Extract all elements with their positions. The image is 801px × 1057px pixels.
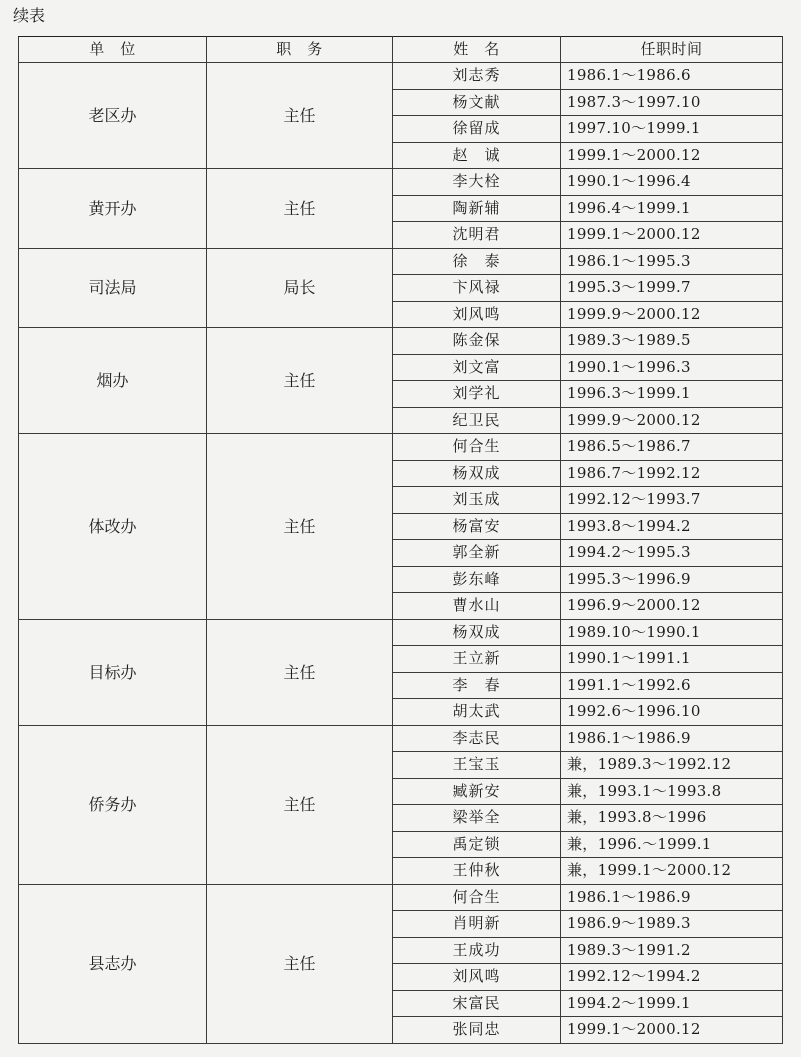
name-cell: 何合生 [393, 884, 561, 911]
name-cell: 曹水山 [393, 593, 561, 620]
unit-cell: 老区办 [19, 63, 207, 169]
term-cell: 兼，1999.1～2000.12 [561, 858, 783, 885]
name-cell: 徐留成 [393, 116, 561, 143]
term-cell: 1986.1～1995.3 [561, 248, 783, 275]
term-cell: 1986.1～1986.9 [561, 725, 783, 752]
term-cell: 1999.1～2000.12 [561, 222, 783, 249]
table-row [19, 434, 783, 461]
term-cell: 1999.1～2000.12 [561, 142, 783, 169]
term-cell: 1986.1～1986.6 [561, 63, 783, 90]
term-cell: 1992.12～1993.7 [561, 487, 783, 514]
term-cell: 1994.2～1995.3 [561, 540, 783, 567]
table-row [19, 328, 783, 355]
term-cell: 1989.3～1989.5 [561, 328, 783, 355]
term-cell: 1996.9～2000.12 [561, 593, 783, 620]
term-cell: 1989.3～1991.2 [561, 937, 783, 964]
unit-cell: 司法局 [19, 248, 207, 328]
post-cell: 主任 [207, 884, 393, 1043]
term-cell: 1992.12～1994.2 [561, 964, 783, 991]
term-cell: 1995.3～1996.9 [561, 566, 783, 593]
name-cell: 王仲秋 [393, 858, 561, 885]
name-cell: 杨双成 [393, 619, 561, 646]
post-cell: 主任 [207, 169, 393, 249]
name-cell: 刘志秀 [393, 63, 561, 90]
name-cell: 王成功 [393, 937, 561, 964]
table-row [19, 248, 783, 275]
unit-cell: 侨务办 [19, 725, 207, 884]
name-cell: 卞风禄 [393, 275, 561, 302]
term-cell: 1986.7～1992.12 [561, 460, 783, 487]
header-row [19, 37, 783, 63]
unit-cell: 体改办 [19, 434, 207, 620]
term-cell: 兼，1993.1～1993.8 [561, 778, 783, 805]
name-cell: 何合生 [393, 434, 561, 461]
post-cell: 主任 [207, 725, 393, 884]
term-cell: 1986.9～1989.3 [561, 911, 783, 938]
officials-table [18, 36, 783, 1044]
term-cell: 兼，1989.3～1992.12 [561, 752, 783, 779]
table-caption: 续表 [13, 6, 46, 25]
header-term: 任职时间 [561, 37, 783, 63]
term-cell: 兼，1993.8～1996 [561, 805, 783, 832]
name-cell: 沈明君 [393, 222, 561, 249]
term-cell: 兼，1996.～1999.1 [561, 831, 783, 858]
name-cell: 杨双成 [393, 460, 561, 487]
name-cell: 杨文献 [393, 89, 561, 116]
post-cell: 主任 [207, 619, 393, 725]
name-cell: 禹定锁 [393, 831, 561, 858]
term-cell: 1990.1～1996.3 [561, 354, 783, 381]
term-cell: 1995.3～1999.7 [561, 275, 783, 302]
name-cell: 徐 泰 [393, 248, 561, 275]
name-cell: 陶新辅 [393, 195, 561, 222]
term-cell: 1990.1～1991.1 [561, 646, 783, 673]
name-cell: 宋富民 [393, 990, 561, 1017]
term-cell: 1993.8～1994.2 [561, 513, 783, 540]
unit-cell: 烟办 [19, 328, 207, 434]
name-cell: 纪卫民 [393, 407, 561, 434]
unit-cell: 黄开办 [19, 169, 207, 249]
table-row [19, 884, 783, 911]
name-cell: 刘学礼 [393, 381, 561, 408]
post-cell: 主任 [207, 328, 393, 434]
term-cell: 1996.3～1999.1 [561, 381, 783, 408]
term-cell: 1986.1～1986.9 [561, 884, 783, 911]
unit-cell: 目标办 [19, 619, 207, 725]
table-row [19, 725, 783, 752]
term-cell: 1999.9～2000.12 [561, 407, 783, 434]
table-row [19, 619, 783, 646]
name-cell: 李 春 [393, 672, 561, 699]
unit-cell: 县志办 [19, 884, 207, 1043]
term-cell: 1994.2～1999.1 [561, 990, 783, 1017]
name-cell: 刘风鸣 [393, 301, 561, 328]
term-cell: 1991.1～1992.6 [561, 672, 783, 699]
term-cell: 1992.6～1996.10 [561, 699, 783, 726]
header-post: 职 务 [207, 37, 393, 63]
name-cell: 刘文富 [393, 354, 561, 381]
name-cell: 梁举全 [393, 805, 561, 832]
name-cell: 王立新 [393, 646, 561, 673]
header-name: 姓 名 [393, 37, 561, 63]
name-cell: 杨富安 [393, 513, 561, 540]
header-unit: 单 位 [19, 37, 207, 63]
name-cell: 刘玉成 [393, 487, 561, 514]
name-cell: 张同忠 [393, 1017, 561, 1044]
term-cell: 1990.1～1996.4 [561, 169, 783, 196]
term-cell: 1999.9～2000.12 [561, 301, 783, 328]
name-cell: 刘风鸣 [393, 964, 561, 991]
name-cell: 赵 诚 [393, 142, 561, 169]
post-cell: 主任 [207, 63, 393, 169]
term-cell: 1997.10～1999.1 [561, 116, 783, 143]
term-cell: 1987.3～1997.10 [561, 89, 783, 116]
term-cell: 1989.10～1990.1 [561, 619, 783, 646]
term-cell: 1996.4～1999.1 [561, 195, 783, 222]
post-cell: 主任 [207, 434, 393, 620]
name-cell: 胡太武 [393, 699, 561, 726]
name-cell: 彭东峰 [393, 566, 561, 593]
name-cell: 陈金保 [393, 328, 561, 355]
name-cell: 臧新安 [393, 778, 561, 805]
name-cell: 肖明新 [393, 911, 561, 938]
name-cell: 李大栓 [393, 169, 561, 196]
name-cell: 李志民 [393, 725, 561, 752]
table-row [19, 169, 783, 196]
table-body [19, 63, 783, 1044]
table-row [19, 63, 783, 90]
term-cell: 1999.1～2000.12 [561, 1017, 783, 1044]
name-cell: 王宝玉 [393, 752, 561, 779]
name-cell: 郭全新 [393, 540, 561, 567]
post-cell: 局长 [207, 248, 393, 328]
term-cell: 1986.5～1986.7 [561, 434, 783, 461]
